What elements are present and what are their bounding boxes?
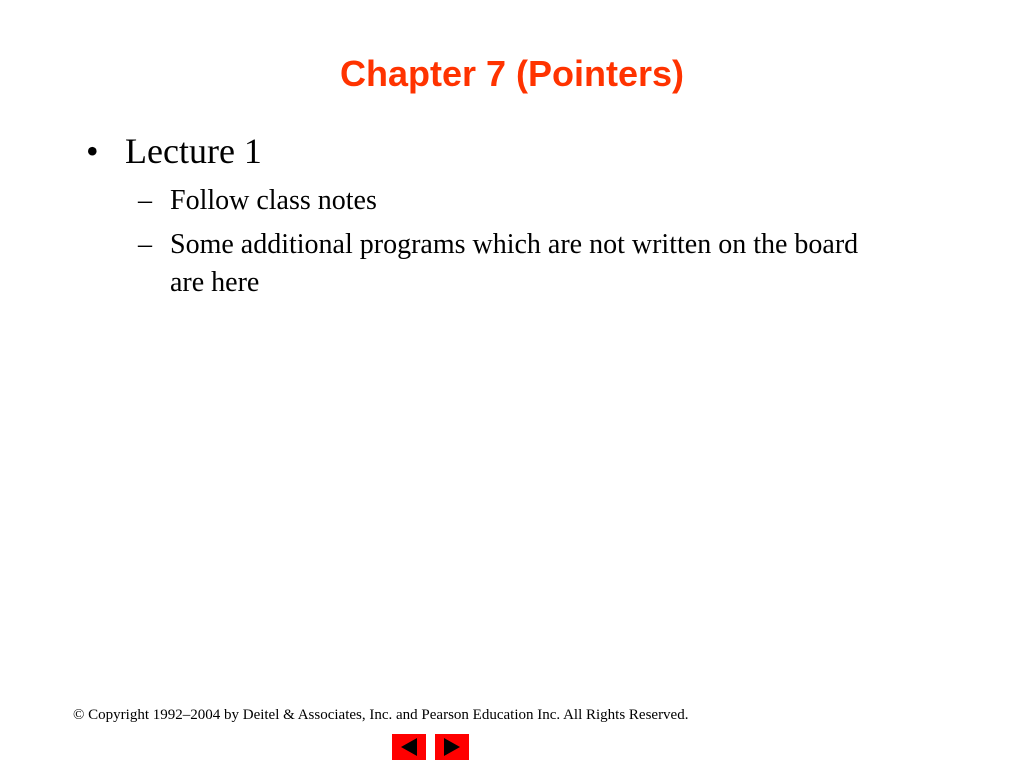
bullet-lecture-1: Lecture 1 (125, 131, 262, 171)
bullet-marker: • (86, 131, 99, 171)
next-slide-button[interactable] (435, 734, 469, 760)
previous-slide-button[interactable] (392, 734, 426, 760)
left-arrow-icon (392, 734, 426, 760)
copyright-footer: © Copyright 1992–2004 by Deitel & Associates, Inc. and Pearson Education Inc. All Rights Reserved. (73, 707, 689, 723)
sub-bullet-follow-class-notes: Follow class notes (170, 185, 377, 216)
sub-bullet-marker: – (138, 229, 152, 260)
sub-bullet-additional-programs: Some additional programs which are not written on the board are here (170, 229, 859, 298)
sub-bullet-marker: – (138, 185, 152, 216)
slide-title: Chapter 7 (Pointers) (339, 53, 685, 94)
right-arrow-icon (435, 734, 469, 760)
